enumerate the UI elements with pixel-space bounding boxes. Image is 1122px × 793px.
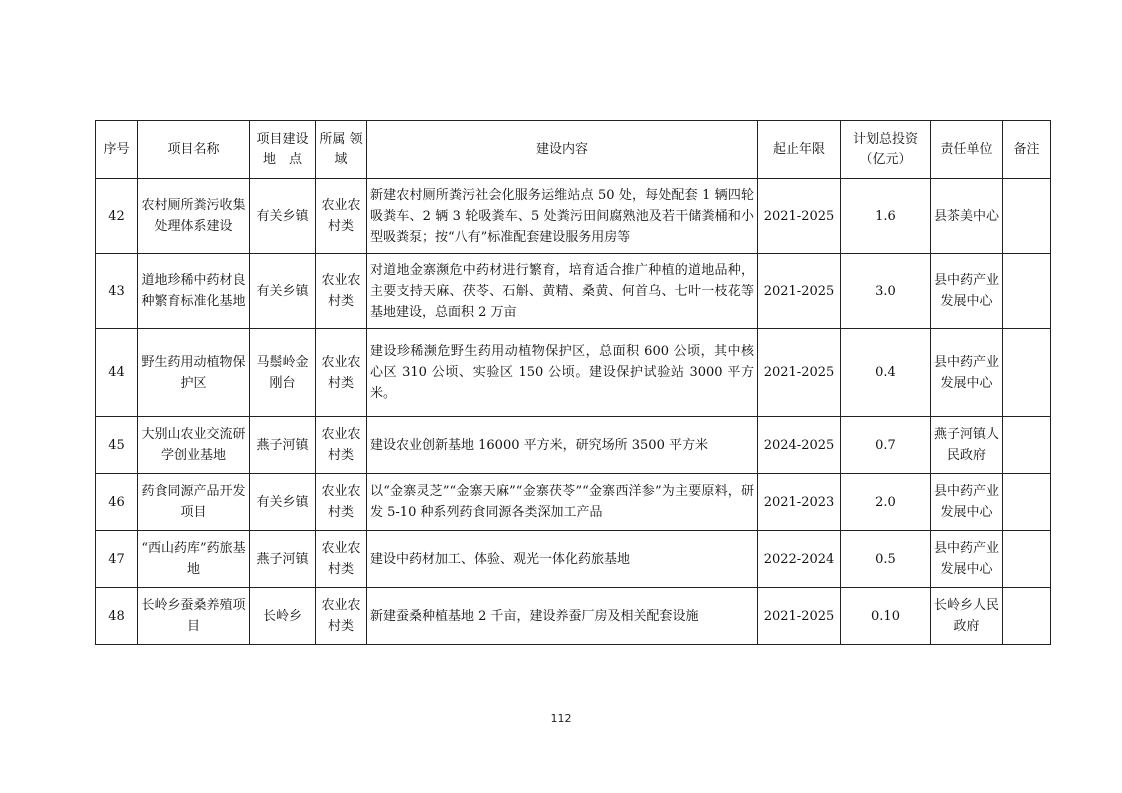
table-row	[96, 179, 1051, 254]
cell-remark	[1003, 179, 1051, 254]
table-row	[96, 417, 1051, 474]
cell-name: 野生药用动植物保护区	[138, 329, 250, 417]
table-row	[96, 254, 1051, 329]
cell-seq: 48	[96, 588, 138, 645]
cell-period: 2021-2023	[758, 474, 841, 531]
cell-unit: 燕子河镇人民政府	[931, 417, 1003, 474]
cell-location: 马鬃岭金刚台	[250, 329, 316, 417]
page-number: 112	[550, 712, 572, 725]
cell-unit: 县中药产业发展中心	[931, 329, 1003, 417]
header-name: 项目名称	[138, 121, 250, 179]
cell-name: 道地珍稀中药材良种繁育标准化基地	[138, 254, 250, 329]
cell-field: 农业农村类	[316, 417, 367, 474]
cell-content: 新建蚕桑种植基地 2 千亩，建设养蚕厂房及相关配套设施	[367, 588, 758, 645]
cell-location: 有关乡镇	[250, 474, 316, 531]
cell-seq: 46	[96, 474, 138, 531]
cell-location: 有关乡镇	[250, 254, 316, 329]
cell-content: 对道地金寨濒危中药材进行繁育，培育适合推广种植的道地品种，主要支持天麻、茯苓、石斛、黄精、桑黄、何首乌、七叶一枝花等基地建设，总面积 2 万亩	[367, 254, 758, 329]
cell-content: 建设农业创新基地 16000 平方米，研究场所 3500 平方米	[367, 417, 758, 474]
cell-remark	[1003, 329, 1051, 417]
cell-name: 农村厕所粪污收集处理体系建设	[138, 179, 250, 254]
cell-name: “西山药库”药旅基地	[138, 531, 250, 588]
table-row	[96, 531, 1051, 588]
cell-remark	[1003, 588, 1051, 645]
cell-period: 2021-2025	[758, 179, 841, 254]
cell-location: 燕子河镇	[250, 417, 316, 474]
cell-investment: 0.4	[841, 329, 931, 417]
project-table	[95, 120, 1051, 645]
table-row	[96, 329, 1051, 417]
header-remark: 备注	[1003, 121, 1051, 179]
cell-content: 建设珍稀濒危野生药用动植物保护区，总面积 600 公顷，其中核心区 310 公顷、实验区 150 公顷。建设保护试验站 3000 平方米。	[367, 329, 758, 417]
cell-investment: 2.0	[841, 474, 931, 531]
cell-seq: 45	[96, 417, 138, 474]
header-field: 所属 领域	[316, 121, 367, 179]
cell-seq: 47	[96, 531, 138, 588]
header-period: 起止年限	[758, 121, 841, 179]
cell-investment: 0.10	[841, 588, 931, 645]
cell-field: 农业农村类	[316, 588, 367, 645]
header-investment: 计划总投资 （亿元）	[841, 121, 931, 179]
cell-remark	[1003, 417, 1051, 474]
header-unit: 责任单位	[931, 121, 1003, 179]
cell-period: 2021-2025	[758, 254, 841, 329]
cell-unit: 县中药产业发展中心	[931, 254, 1003, 329]
cell-field: 农业农村类	[316, 531, 367, 588]
cell-remark	[1003, 254, 1051, 329]
cell-period: 2021-2025	[758, 588, 841, 645]
cell-unit: 县中药产业发展中心	[931, 531, 1003, 588]
cell-name: 大别山农业交流研学创业基地	[138, 417, 250, 474]
cell-field: 农业农村类	[316, 254, 367, 329]
cell-location: 长岭乡	[250, 588, 316, 645]
cell-investment: 0.5	[841, 531, 931, 588]
cell-seq: 42	[96, 179, 138, 254]
cell-location: 有关乡镇	[250, 179, 316, 254]
cell-period: 2022-2024	[758, 531, 841, 588]
cell-content: 以“金寨灵芝”“金寨天麻”“金寨茯苓”“金寨西洋参”为主要原料，研发 5-10 种系列药食同源各类深加工产品	[367, 474, 758, 531]
cell-name: 长岭乡蚕桑养殖项目	[138, 588, 250, 645]
cell-field: 农业农村类	[316, 179, 367, 254]
table-row	[96, 474, 1051, 531]
cell-location: 燕子河镇	[250, 531, 316, 588]
header-seq: 序号	[96, 121, 138, 179]
cell-remark	[1003, 531, 1051, 588]
cell-unit: 县茶美中心	[931, 179, 1003, 254]
cell-seq: 43	[96, 254, 138, 329]
cell-field: 农业农村类	[316, 329, 367, 417]
cell-investment: 3.0	[841, 254, 931, 329]
cell-content: 建设中药材加工、体验、观光一体化药旅基地	[367, 531, 758, 588]
header-content: 建设内容	[367, 121, 758, 179]
cell-name: 药食同源产品开发项目	[138, 474, 250, 531]
cell-investment: 0.7	[841, 417, 931, 474]
header-location: 项目建设 地 点	[250, 121, 316, 179]
cell-field: 农业农村类	[316, 474, 367, 531]
table-header-row	[96, 121, 1051, 179]
cell-unit: 县中药产业发展中心	[931, 474, 1003, 531]
cell-period: 2024-2025	[758, 417, 841, 474]
cell-content: 新建农村厕所粪污社会化服务运维站点 50 处，每处配套 1 辆四轮吸粪车、2 辆 3 轮吸粪车、5 处粪污田间腐熟池及若干储粪桶和小型吸粪泵；按“八有”标准配套建设服务用房等	[367, 179, 758, 254]
table-row	[96, 588, 1051, 645]
cell-unit: 长岭乡人民政府	[931, 588, 1003, 645]
cell-period: 2021-2025	[758, 329, 841, 417]
cell-investment: 1.6	[841, 179, 931, 254]
cell-remark	[1003, 474, 1051, 531]
cell-seq: 44	[96, 329, 138, 417]
